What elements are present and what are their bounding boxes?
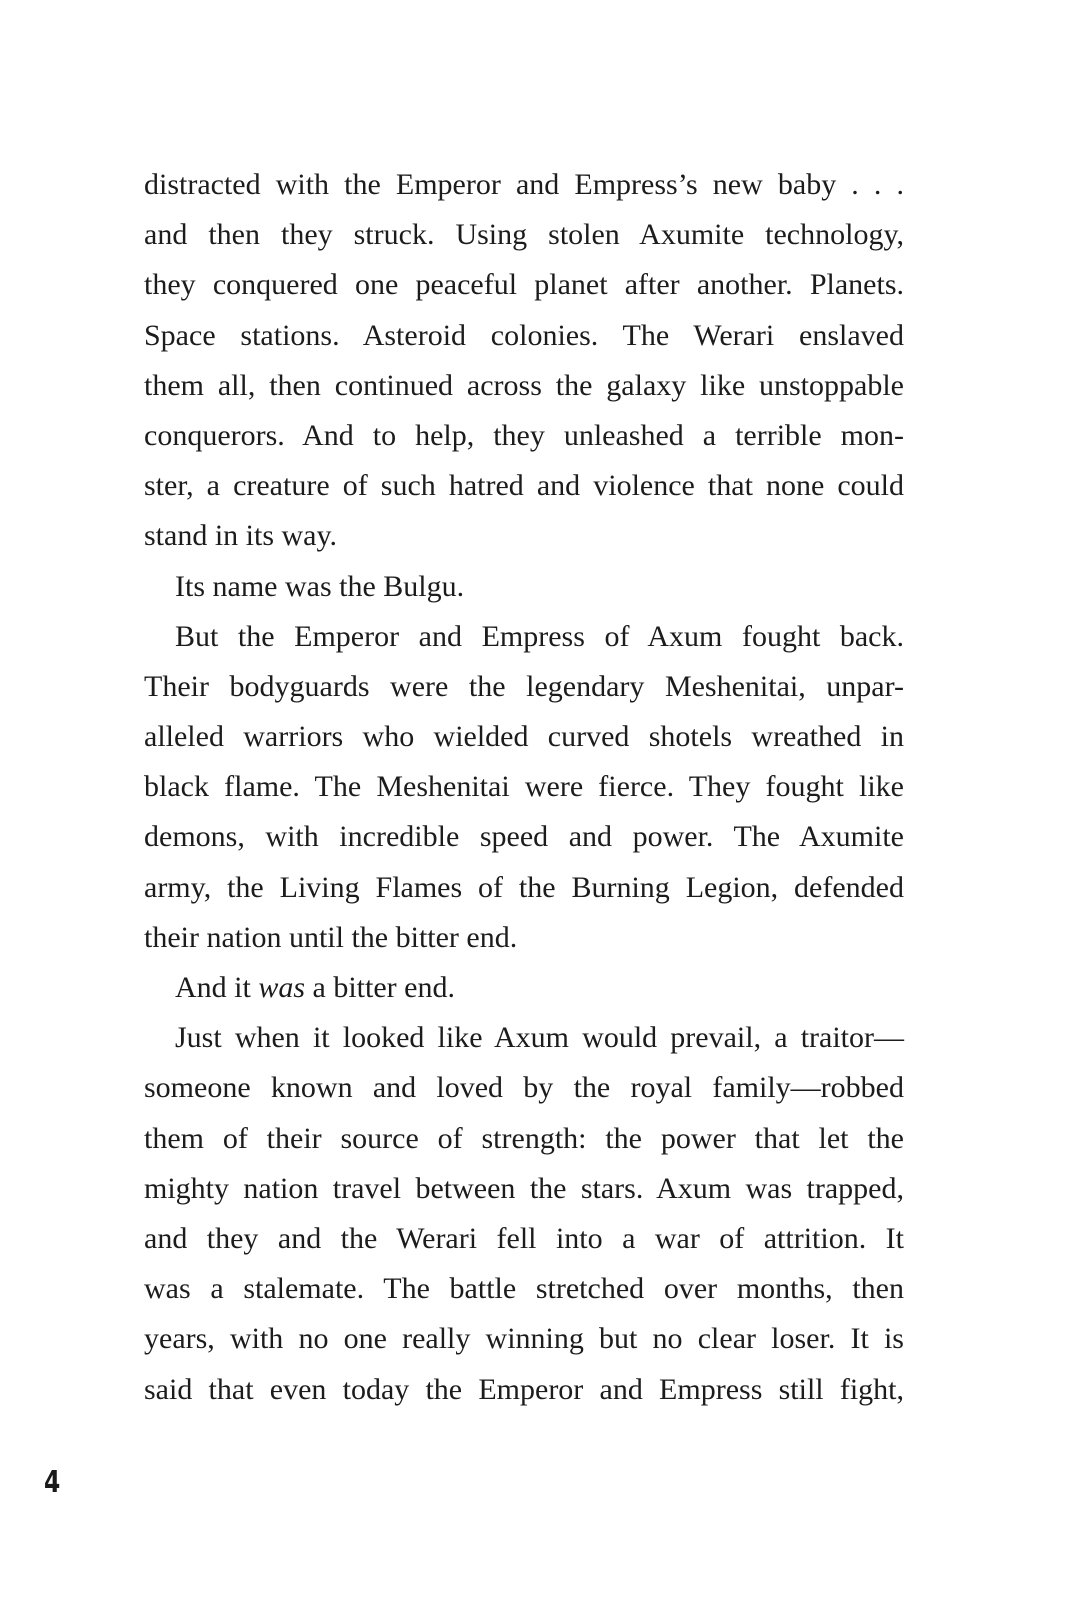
text-line: Space stations. Asteroid colonies. The Werari enslaved — [144, 318, 904, 352]
page-number: 4 — [44, 1465, 61, 1500]
text-line: conquerors. And to help, they unleashed a terrible mon- — [144, 418, 904, 452]
text-line: army, the Living Flames of the Burning Legion, defended — [144, 870, 904, 904]
text-line: alleled warriors who wielded curved shotels wreathed in — [144, 720, 904, 754]
text-line: demons, with incredible speed and power. The Axumite — [144, 820, 904, 854]
emphasis-text: was — [258, 971, 306, 1004]
text-line: they conquered one peaceful planet after another. Planets. — [144, 268, 904, 302]
text-run: a bitter end. — [305, 971, 455, 1004]
text-line: But the Emperor and Empress of Axum fought back. — [175, 619, 904, 653]
text-line: them all, then continued across the galaxy like unstoppable — [144, 368, 904, 402]
text-line: their nation until the bitter end. — [144, 920, 518, 954]
text-line: stand in its way. — [144, 519, 338, 553]
text-line: ster, a creature of such hatred and violence that none could — [144, 469, 904, 503]
text-line: black flame. The Meshenitai were fierce. They fought like — [144, 770, 904, 804]
text-line: them of their source of strength: the power that let the — [144, 1121, 904, 1155]
text-line: and they and the Werari fell into a war of attrition. It — [144, 1221, 904, 1255]
text-line: Its name was the Bulgu. — [175, 569, 465, 603]
text-line — [144, 963, 904, 1013]
body-text — [144, 160, 904, 1415]
text-line: years, with no one really winning but no clear loser. It is — [144, 1322, 904, 1356]
text-line: and then they struck. Using stolen Axumite technology, — [144, 218, 904, 252]
text-line: Their bodyguards were the legendary Meshenitai, unpar- — [144, 669, 904, 703]
text-line: someone known and loved by the royal family—robbed — [144, 1071, 904, 1105]
text-run: And it — [175, 971, 259, 1004]
text-line: distracted with the Emperor and Empress’s new baby . . . — [144, 168, 904, 201]
text-line: Just when it looked like Axum would prevail, a traitor— — [175, 1021, 904, 1055]
text-line: said that even today the Emperor and Empress still fight, — [144, 1372, 904, 1406]
text-line: was a stalemate. The battle stretched over months, then — [144, 1272, 904, 1306]
text-line: mighty nation travel between the stars. Axum was trapped, — [144, 1171, 904, 1205]
